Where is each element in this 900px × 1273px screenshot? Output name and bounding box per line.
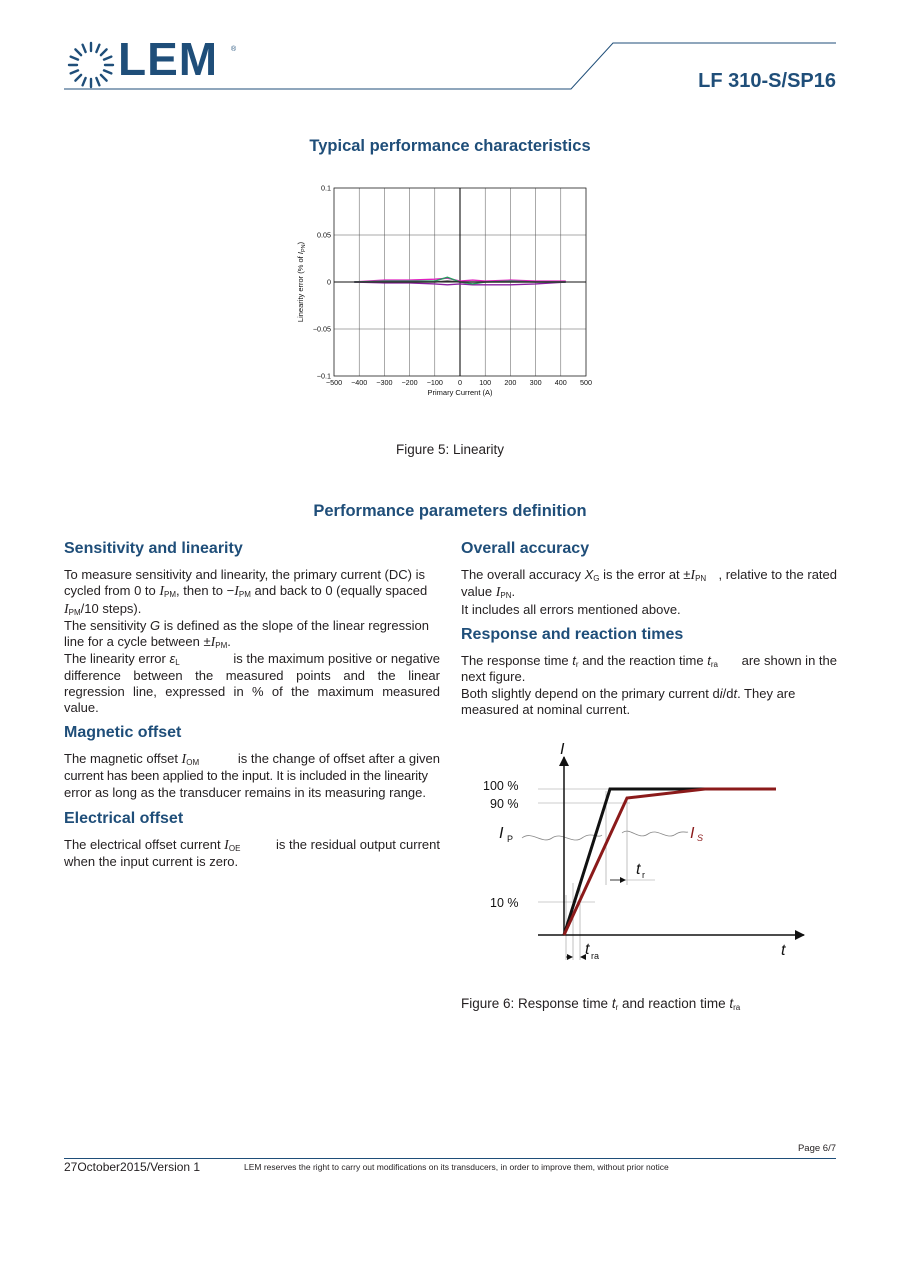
- heading-sensitivity: Sensitivity and linearity: [64, 540, 243, 557]
- label-ip: I: [499, 825, 504, 842]
- x-tick-label: −200: [401, 378, 418, 387]
- axis-t-label: t: [781, 942, 786, 959]
- label-tra: t: [585, 941, 590, 958]
- response-times-text: The response time $t_r$ and the reaction time $t_{ra}$ are shown in the next figure. Both slightly depend on the primary current di/dt. They are measured at nominal current.: [461, 653, 837, 717]
- label-100-percent: 100 %: [483, 779, 519, 793]
- figure6-caption: Figure 6: Response time $t_r$ and reaction time $t_{ra}$: [461, 996, 741, 1012]
- footer-date-version: 27October2015/Version 1: [64, 1160, 201, 1174]
- logo-registered-mark: ®: [231, 46, 237, 53]
- heading-magnetic-offset: Magnetic offset: [64, 724, 182, 741]
- linearity-chart: [290, 180, 610, 405]
- y-tick-label: 0: [327, 277, 331, 287]
- x-tick-label: −100: [426, 378, 443, 387]
- x-tick-label: −300: [376, 378, 393, 387]
- footer-notice: LEM reserves the right to carry out modifications on its transducers, in order to improve them, without prior notice: [244, 1162, 669, 1172]
- y-tick-label: 0.1: [321, 183, 331, 193]
- label-90-percent: 90 %: [490, 797, 519, 811]
- section-title-performance: Performance parameters definition: [313, 502, 587, 520]
- page-number: Page 6/7: [797, 1143, 836, 1154]
- footer-rule: [64, 1158, 836, 1159]
- label-10-percent: 10 %: [490, 896, 519, 910]
- logo-text: LEM: [118, 33, 219, 85]
- label-is-sub: S: [697, 833, 704, 843]
- product-name: LF 310-S/SP16: [698, 70, 836, 92]
- label-is: I: [690, 825, 695, 842]
- x-tick-label: 500: [580, 378, 592, 387]
- axis-i-label: I: [560, 741, 565, 758]
- response-time-diagram: [470, 735, 820, 970]
- x-axis-label: Primary Current (A): [427, 388, 493, 397]
- sensitivity-text: To measure sensitivity and linearity, the primary current (DC) is cycled from 0 to $I_{PM}$, then to $-I_{PM}$ and back to 0 (equally spaced $I_{PM}/10$ steps). The sensitivity G is defined as the slope of the linear regression line for a cycle between $\pm I_{PM}$. The linearity error $\varepsilon_L$ is the maximum positive or negative difference between the measured points and the linear regression line, expressed in % of the maximum measured value.: [64, 567, 440, 716]
- x-tick-label: 300: [529, 378, 542, 387]
- ip-curve: [564, 789, 776, 935]
- y-tick-label: 0.05: [317, 230, 331, 240]
- section-title-typical: Typical performance characteristics: [309, 137, 591, 155]
- x-tick-label: 100: [479, 378, 492, 387]
- electrical-offset-text: The electrical offset current $I_{OE}$ is the residual output current when the input current is zero.: [64, 837, 440, 870]
- y-axis-label: Linearity error (% of $I_{PN}$): [296, 241, 307, 323]
- magnetic-offset-text: The magnetic offset $I_{OM}$ is the change of offset after a given current has been applied to the input. It is included in the linearity error as long as the transducer remains in its measuring range.: [64, 751, 440, 800]
- heading-electrical-offset: Electrical offset: [64, 810, 184, 827]
- label-tr: t: [636, 861, 641, 878]
- y-tick-label: −0.05: [312, 324, 331, 334]
- x-tick-label: 0: [458, 378, 462, 387]
- is-curve: [564, 789, 776, 935]
- label-tr-sub: r: [642, 870, 645, 880]
- y-tick-label: −0.1: [316, 371, 331, 381]
- label-ip-sub: P: [507, 834, 514, 844]
- x-tick-label: −500: [325, 378, 343, 387]
- overall-accuracy-text: The overall accuracy $X_G$ is the error at $\pm I_{PN}$ , relative to the rated value $I_{PN}$. It includes all errors mentioned above.: [461, 567, 837, 617]
- label-tra-sub: ra: [591, 951, 600, 961]
- x-tick-label: −400: [351, 378, 368, 387]
- x-tick-label: 400: [554, 378, 567, 387]
- heading-overall-accuracy: Overall accuracy: [461, 540, 590, 557]
- heading-response-times: Response and reaction times: [461, 626, 684, 643]
- x-tick-label: 200: [504, 378, 517, 387]
- figure5-caption: Figure 5: Linearity: [395, 442, 505, 457]
